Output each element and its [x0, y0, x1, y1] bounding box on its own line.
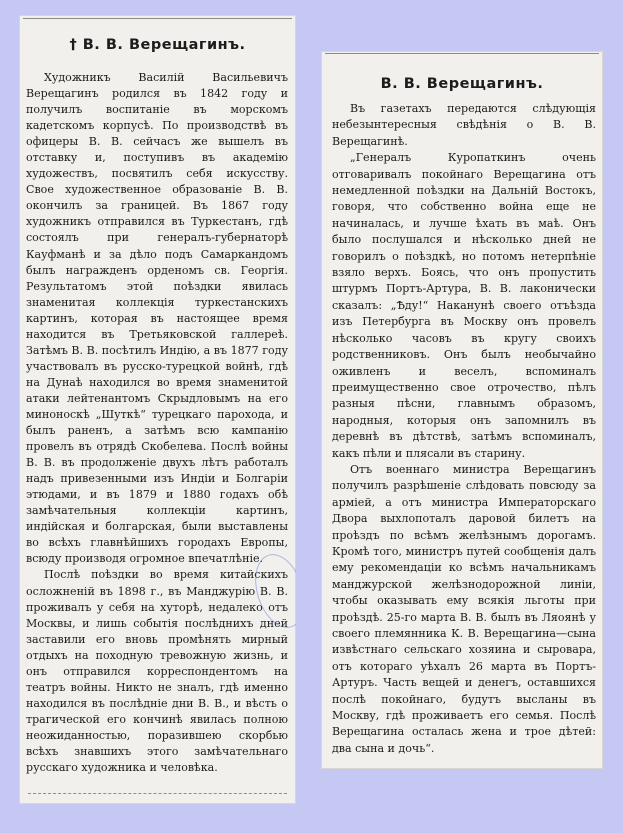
left-newspaper-clipping — [19, 15, 296, 804]
article-title: В. В. Верещагинъ. — [380, 76, 544, 92]
article-paragraph: Художникъ Василій Васильевичъ Верещагинъ родился въ 1842 году и получилъ воспитаніе въ морскомъ кадетскомъ корпусѣ. По производствѣ въ офицеры В. В. сейчасъ же вышелъ въ отставку и, поступивъ въ академію художествъ, посвятилъ себя искусству. Свое художественное образованіе В. В. окончилъ за границей. Въ 1867 году художникъ отправился въ Туркестанъ, гдѣ состоялъ при генералъ-губернаторѣ Кауфманѣ и за дѣло подъ Самаркандомъ былъ награжденъ орденомъ св. Георгія. Результатомъ этой поѣздки явилась знаменитая коллекція туркестанскихъ картинъ, которая въ настоящее время находится въ Третьяковской галлереѣ. Затѣмъ В. В. посѣтилъ Индію, а въ 1877 году участвовалъ въ русско-турецкой войнѣ, гдѣ на Дунаѣ находился во время знаменитой атаки лейтенантомъ Скрыдловымъ на его миноноскѣ „Шуткѣ“ турецкаго парохода, и былъ раненъ, а затѣмъ всю кампанію провелъ въ отрядѣ Скобелева. Послѣ войны В. В. въ продолженіе двухъ лѣтъ работалъ надъ привезенными изъ Индіи и Болгаріи этюдами, и въ 1879 и 1880 годахъ обѣ замѣчательныя коллекціи картинъ, индійская и болгарская, были выставлены во всѣхъ главнѣйшихъ городахъ Европы, всюду производя огромное впечатлѣніе. — [26, 71, 288, 566]
article-body — [332, 101, 596, 757]
article-paragraph: „Генералъ Куропаткинъ очень отговаривалъ покойнаго Верещагина отъ немедленной поѣздки на Дальній Востокъ, говоря, что собственно война еще не начиналась, и лучше ѣхать въ маѣ. Онъ было послушался и нѣсколько дней не говорилъ о поѣздкѣ, но потомъ нетерпѣніе взяло верхъ. Боясь, что онъ пропустить штурмъ Портъ-Артура, В. В. лаконически сказалъ: „Ѣду!“ Наканунѣ своего отъѣзда изъ Петербурга въ Москву онъ провелъ нѣсколько часовъ въ кругу своихъ родственниковъ. Онъ былъ необычайно оживленъ и веселъ, вспоминалъ преимущественно свое отрочество, пѣлъ разныя пѣсни, главнымъ образомъ, народныя, которыя онъ запомнилъ въ деревнѣ въ дѣтствѣ, затѣмъ вспоминалъ, какъ пѣли и плясали въ старину. — [332, 151, 596, 460]
top-rule — [23, 18, 292, 19]
article-paragraph: Отъ военнаго министра Верещагинъ получилъ разрѣшеніе слѣдовать повсюду за арміей, а отъ министра Императорскаго Двора выхлопоталъ даровой билетъ на проѣздъ по всѣмъ желѣзнымъ дорогамъ. Кромѣ того, министръ путей сообщенія далъ ему рекомендаціи ко всѣмъ начальникамъ манджурской желѣзнодорожной линіи, чтобы оказывать ему всякія льготы при проѣздѣ. 25-го марта В. В. былъ въ Ляоянѣ у своего племянника К. В. Верещагина—сына извѣстнаго сельскаго хозяина и сыровара, отъ котораго уѣхалъ 26 марта въ Портъ-Артуръ. Часть вещей и денегъ, оставшихся послѣ покойнаго, будутъ высланы въ Москву, гдѣ проживаетъ его семья. Послѣ Верещагина осталась жена и трое дѣтей: два сына и дочь“. — [332, 462, 596, 755]
article-title: † В. В. Верещагинъ. — [69, 37, 246, 53]
article-paragraph: Въ газетахъ передаются слѣдующія небезынтересныя свѣдѣнія о В. В. Верещагинѣ. — [332, 102, 596, 148]
bottom-rule — [28, 793, 287, 794]
right-newspaper-clipping — [321, 51, 603, 769]
article-body — [26, 70, 288, 776]
top-rule — [325, 53, 599, 54]
article-paragraph: Послѣ поѣздки во время китайскихъ осложненій въ 1898 г., въ Манджурію В. В. проживалъ у себя на хуторѣ, недалеко отъ Москвы, и лишь событія послѣднихъ дней заставили его вновь промѣнять мирный отдыхъ на походную тревожную жизнь, и онъ отправился корреспондентомъ на театръ войны. Никто не зналъ, гдѣ именно находился въ послѣдніе дни В. В., и вѣсть о трагической его кончинѣ явилась полною неожиданностью, поразившею скорбью всѣхъ знавшихъ этого замѣчательнаго русскаго художника и человѣка. — [26, 568, 288, 775]
